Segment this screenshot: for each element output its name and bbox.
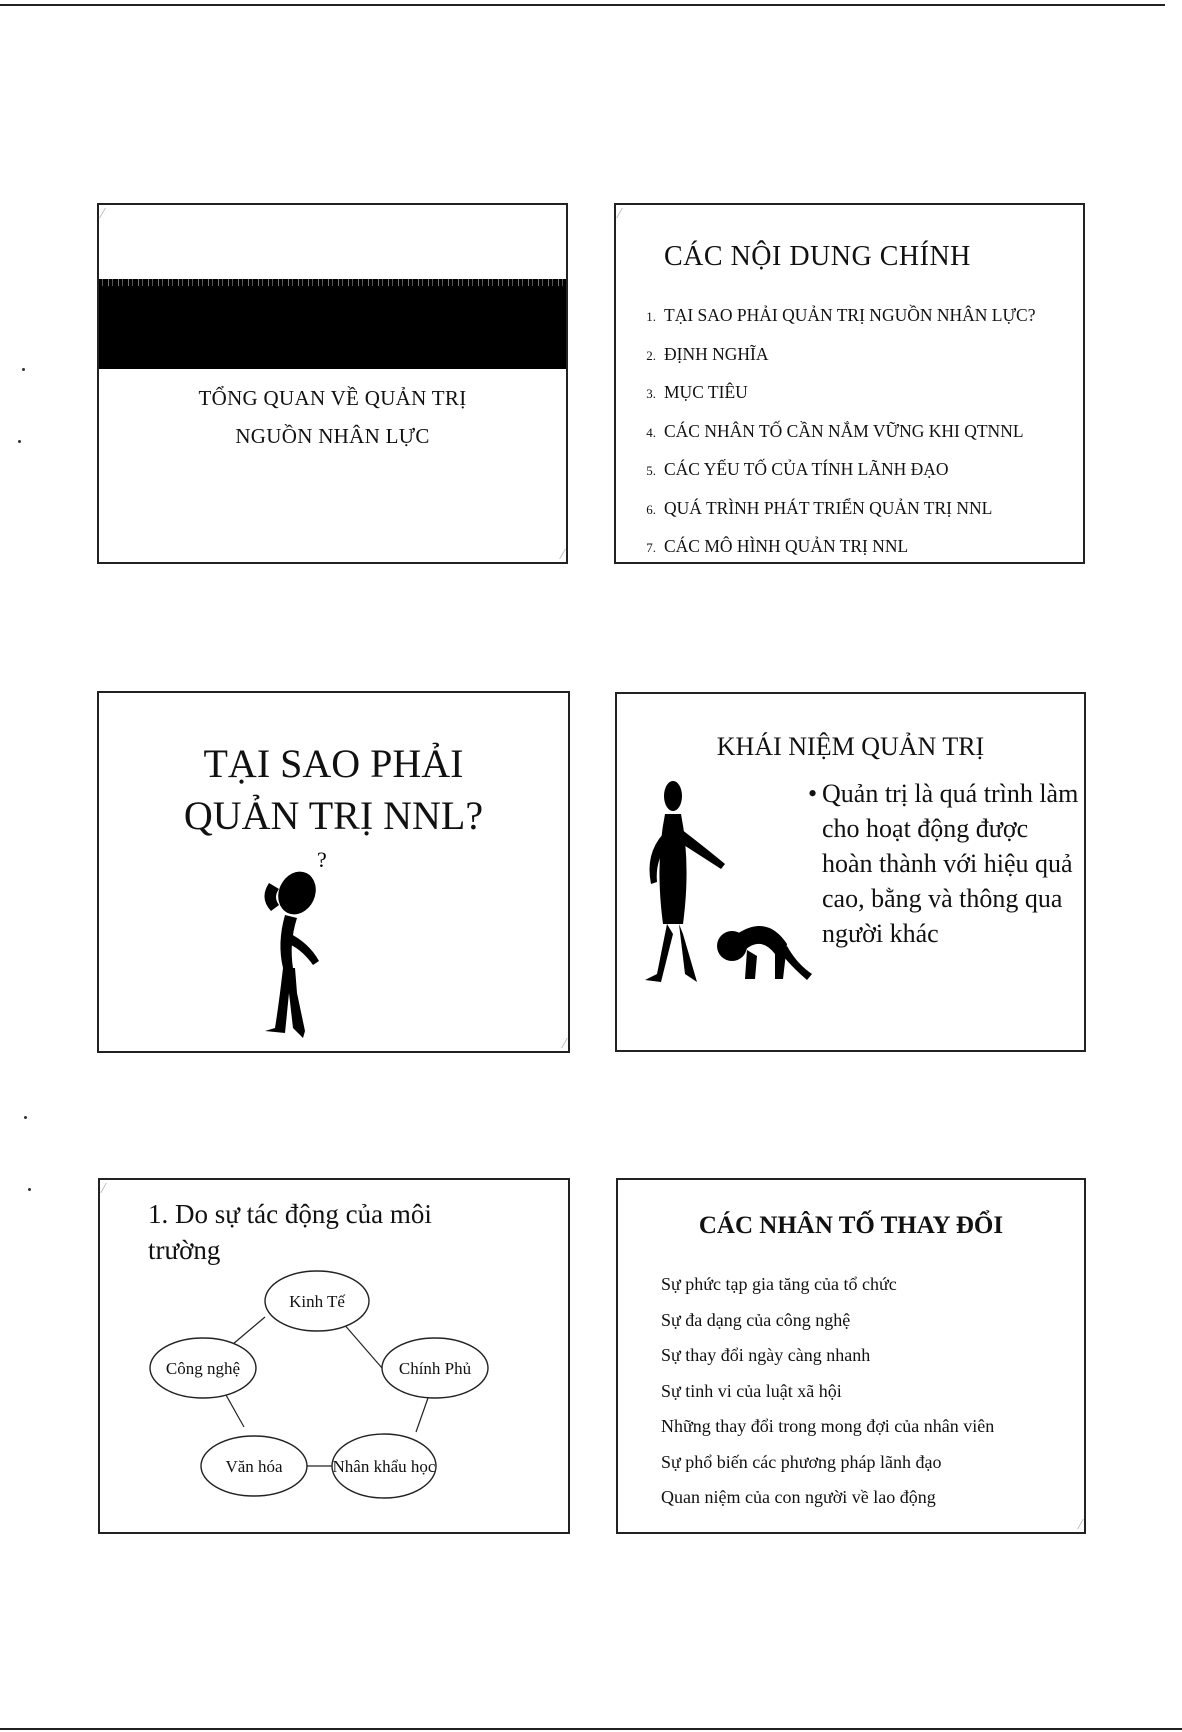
factor-item: Quan niệm của con người về lao động bbox=[661, 1487, 936, 1507]
concept-title: KHÁI NIỆM QUẢN TRỊ bbox=[716, 732, 985, 761]
item-text: ĐỊNH NGHĨA bbox=[664, 343, 769, 364]
link-chinhphu-nhankhau bbox=[416, 1398, 428, 1432]
item-number: 3. bbox=[646, 386, 656, 401]
item-text: CÁC YẾU TỐ CỦA TÍNH LÃNH ĐẠO bbox=[664, 459, 949, 479]
slide-corner-mark bbox=[616, 208, 633, 218]
concept-definition: Quản trị là quá trình làm cho hoạt động được hoàn thành với hiệu quả cao, bằng và thông qua người khác bbox=[822, 779, 1079, 948]
top-scan-line bbox=[0, 4, 1165, 6]
slide-corner-mark bbox=[99, 208, 116, 218]
slide-management-concept bbox=[615, 692, 1086, 1052]
slide-corner-mark bbox=[1067, 1519, 1084, 1529]
item-text: QUÁ TRÌNH PHÁT TRIỂN QUẢN TRỊ NNL bbox=[664, 497, 993, 518]
factor-item: Sự đa dạng của công nghệ bbox=[661, 1309, 851, 1330]
factor-item: Những thay đổi trong mong đợi của nhân viên bbox=[661, 1416, 995, 1436]
slide-corner-mark bbox=[551, 1038, 568, 1048]
slide-corner-mark bbox=[549, 549, 566, 559]
item-number: 7. bbox=[646, 540, 656, 555]
why-title-line-1: TẠI SAO PHẢI bbox=[203, 741, 464, 786]
scan-speck bbox=[24, 1116, 27, 1119]
item-text: CÁC NHÂN TỐ CẦN NẮM VỮNG KHI QTNNL bbox=[664, 420, 1024, 441]
scan-speck bbox=[22, 368, 25, 371]
slide-title bbox=[97, 203, 568, 564]
contents-item bbox=[632, 374, 1036, 413]
title-line-1: TỔNG QUAN VỀ QUẢN TRỊ bbox=[198, 386, 467, 410]
item-number: 1. bbox=[646, 309, 656, 324]
contents-item bbox=[632, 297, 1036, 336]
node-label-van-hoa: Văn hóa bbox=[225, 1457, 283, 1476]
title-line-2: NGUỒN NHÂN LỰC bbox=[235, 424, 430, 448]
contents-list bbox=[632, 297, 1036, 564]
contents-heading: CÁC NỘI DUNG CHÍNH bbox=[664, 241, 971, 272]
why-title bbox=[99, 738, 568, 842]
factor-item: Sự thay đổi ngày càng nhanh bbox=[661, 1345, 871, 1365]
factor-item: Sự phổ biến các phương pháp lãnh đạo bbox=[661, 1451, 942, 1472]
scan-speck bbox=[18, 440, 21, 443]
slide-title-text bbox=[99, 379, 566, 455]
title-banner bbox=[99, 279, 566, 369]
question-mark: ? bbox=[317, 847, 327, 872]
thinking-man-icon bbox=[249, 843, 369, 1043]
environment-diagram bbox=[100, 1180, 570, 1534]
item-text: MỤC TIÊU bbox=[664, 382, 748, 402]
bullet-mark: • bbox=[808, 779, 818, 808]
node-label-cong-nghe: Công nghệ bbox=[165, 1359, 241, 1378]
item-text: CÁC MÔ HÌNH QUẢN TRỊ NNL bbox=[664, 536, 909, 556]
slide-contents bbox=[614, 203, 1085, 564]
why-title-line-2: QUẢN TRỊ NNL? bbox=[183, 793, 484, 838]
concept-text bbox=[808, 776, 1082, 951]
item-number: 4. bbox=[646, 424, 656, 440]
contents-item bbox=[632, 413, 1036, 452]
bottom-scan-line bbox=[0, 1728, 1182, 1730]
item-number: 2. bbox=[646, 347, 656, 363]
contents-item bbox=[632, 528, 1036, 564]
link-congnghe-vanhoa bbox=[226, 1395, 244, 1427]
factor-item: Sự phức tạp gia tăng của tổ chức bbox=[661, 1274, 897, 1294]
contents-item bbox=[632, 490, 1036, 529]
contents-item bbox=[632, 336, 1036, 375]
scan-speck bbox=[28, 1188, 31, 1191]
slide-environment-impact bbox=[98, 1178, 570, 1534]
boss-and-worker-icon bbox=[637, 774, 827, 1014]
node-label-nhan-khau-hoc: Nhân khẩu học bbox=[332, 1457, 436, 1476]
node-label-chinh-phu: Chính Phủ bbox=[398, 1359, 472, 1378]
slide-change-factors bbox=[616, 1178, 1086, 1534]
node-label-kinh-te: Kinh Tế bbox=[289, 1292, 345, 1311]
slide-why-manage bbox=[97, 691, 570, 1053]
item-number: 6. bbox=[646, 501, 656, 517]
item-number: 5. bbox=[646, 463, 656, 478]
factors-list bbox=[661, 1267, 994, 1516]
contents-item bbox=[632, 451, 1036, 490]
environment-title: 1. Do sự tác động của môi trường bbox=[148, 1199, 432, 1265]
item-text: TẠI SAO PHẢI QUẢN TRỊ NGUỒN NHÂN LỰC? bbox=[664, 305, 1036, 325]
factors-title: CÁC NHÂN TỐ THAY ĐỔI bbox=[698, 1212, 1004, 1239]
factor-item: Sự tinh vi của luật xã hội bbox=[661, 1380, 842, 1401]
